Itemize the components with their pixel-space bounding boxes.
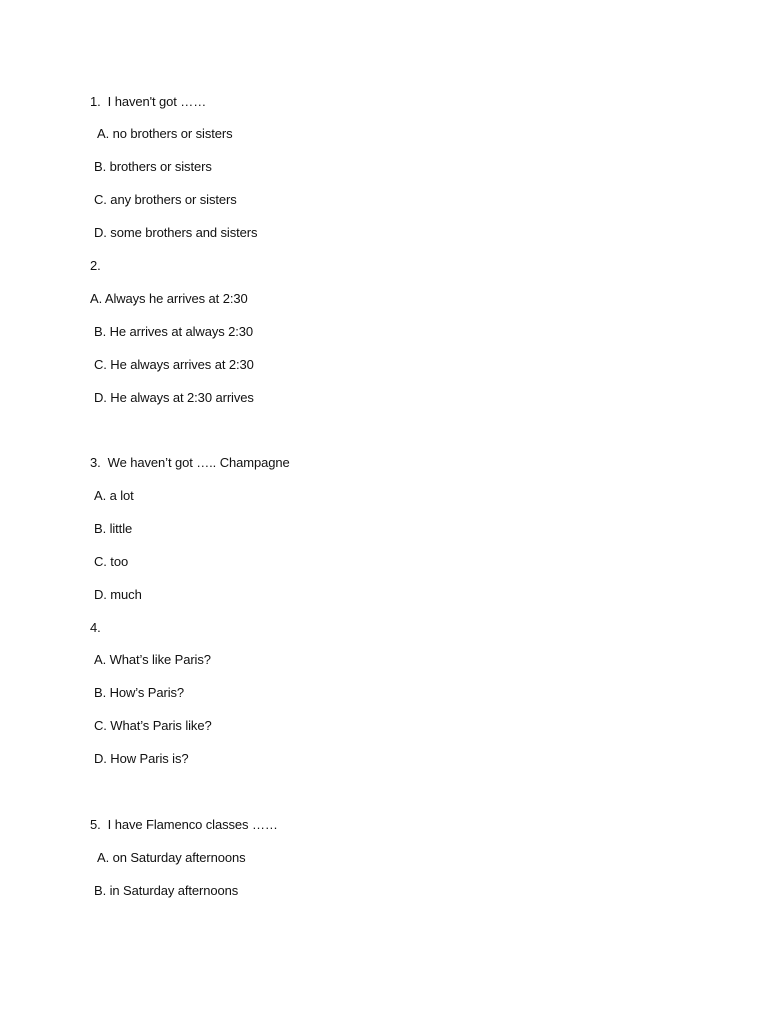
question-5-option-b: B. in Saturday afternoons <box>94 883 239 898</box>
question-3-option-a: A. a lot <box>94 488 134 503</box>
question-5-stem: 5. I have Flamenco classes …… <box>90 817 278 832</box>
question-3-option-b: B. little <box>94 521 133 536</box>
question-4-stem: 4. <box>90 620 101 635</box>
question-2-option-d: D. He always at 2:30 arrives <box>94 390 254 405</box>
question-1-option-a: A. no brothers or sisters <box>97 126 233 141</box>
question-2-option-c: C. He always arrives at 2:30 <box>94 357 254 372</box>
question-3-stem: 3. We haven’t got ….. Champagne <box>90 455 290 470</box>
question-2-option-b: B. He arrives at always 2:30 <box>94 324 254 339</box>
question-3-option-c: C. too <box>94 554 129 569</box>
question-3-option-d: D. much <box>94 587 142 602</box>
question-1-option-b: B. brothers or sisters <box>94 159 212 174</box>
question-1-option-d: D. some brothers and sisters <box>94 225 258 240</box>
question-2-stem: 2. <box>90 258 101 273</box>
question-5-option-a: A. on Saturday afternoons <box>97 850 246 865</box>
question-4-option-c: C. What’s Paris like? <box>94 718 212 733</box>
question-4-option-a: A. What’s like Paris? <box>94 652 211 667</box>
question-4-option-b: B. How’s Paris? <box>94 685 185 700</box>
question-1-option-c: C. any brothers or sisters <box>94 192 237 207</box>
question-2-option-a: A. Always he arrives at 2:30 <box>90 291 248 306</box>
question-1-stem: 1. I haven't got …… <box>90 94 207 109</box>
question-4-option-d: D. How Paris is? <box>94 751 189 766</box>
